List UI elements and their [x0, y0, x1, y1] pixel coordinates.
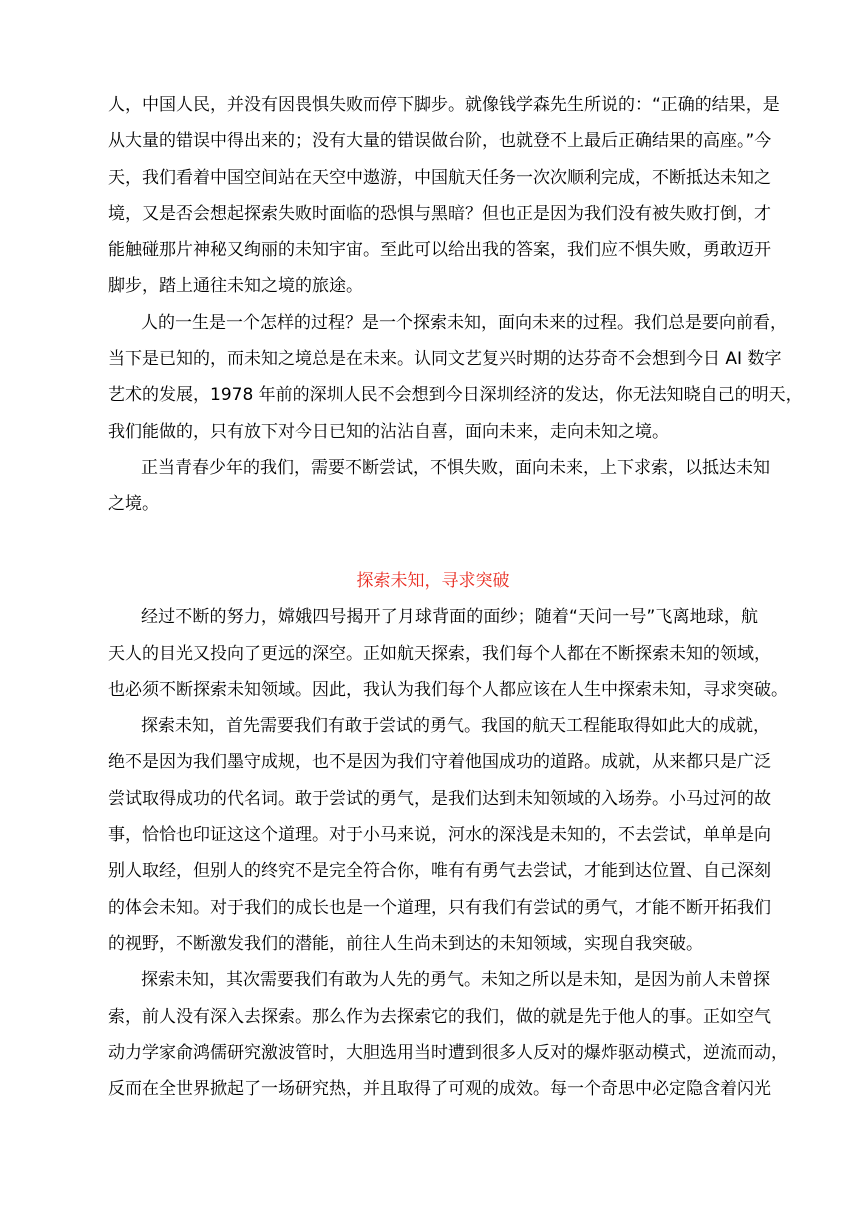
paragraph-line: 尝试取得成功的代名词。敢于尝试的勇气，是我们达到未知领域的入场券。小马过河的故	[108, 788, 771, 809]
paragraph-line: 正当青春少年的我们，需要不断尝试，不惧失败，面向未来，上下求索，以抵达未知	[141, 457, 770, 478]
paragraph-line: 天，我们看着中国空间站在天空中遨游，中国航天任务一次次顺利完成，不断抵达未知之	[108, 167, 771, 188]
paragraph-line: 从大量的错误中得出来的；没有大量的错误做台阶，也就登不上最后正确结果的高座。”今	[108, 131, 772, 152]
paragraph-line: 天人的目光又投向了更远的深空。正如航天探索，我们每个人都在不断探索未知的领域，	[108, 643, 771, 664]
paragraph-line: 当下是已知的，而未知之境总是在未来。认同文艺复兴时期的达芬奇不会想到今日 AI 数字	[108, 349, 782, 370]
paragraph-line: 能触碰那片神秘又绚丽的未知宇宙。至此可以给出我的答案，我们应不惧失败，勇敢迈开	[108, 240, 771, 261]
paragraph-line: 反而在全世界掀起了一场研究热，并且取得了可观的成效。每一个奇思中必定隐含着闪光	[108, 1079, 771, 1100]
paragraph-line: 人，中国人民，并没有因畏惧失败而停下脚步。就像钱学森先生所说的：“正确的结果，是	[108, 95, 780, 115]
paragraph-line: 的体会未知。对于我们的成长也是一个道理，只有我们有尝试的勇气，才能不断开拓我们	[108, 897, 771, 918]
paragraph-line: 人的一生是一个怎样的过程？是一个探索未知，面向未来的过程。我们总是要向前看，	[141, 312, 787, 333]
section-heading: 探索未知，寻求突破	[356, 571, 510, 591]
essay-part-two	[108, 563, 788, 1107]
paragraph-line: 的视野，不断激发我们的潜能，前往人生尚未到达的未知领域，实现自我突破。	[108, 933, 703, 954]
paragraph-line: 经过不断的努力，嫦娥四号揭开了月球背面的面纱；随着“天问一号”飞离地球，航	[141, 607, 758, 628]
paragraph-line: 索，前人没有深入去探索。那么作为去探索它的我们，做的就是先于他人的事。正如空气	[108, 1006, 771, 1027]
paragraph-line: 探索未知，首先需要我们有敢于尝试的勇气。我国的航天工程能取得如此大的成就，	[141, 716, 770, 737]
paragraph-line: 境，又是否会想起探索失败时面临的恐惧与黑暗？但也正是因为我们没有被失败打倒，才	[108, 203, 771, 224]
paragraph-line: 艺术的发展，1978 年前的深圳人民不会想到今日深圳经济的发达，你无法知晓自己的明天，	[108, 385, 803, 406]
paragraph-line: 动力学家俞鸿儒研究激波管时，大胆选用当时遭到很多人反对的爆炸驱动模式，逆流而动，	[108, 1042, 788, 1063]
paragraph-line: 探索未知，其次需要我们有敢为人先的勇气。未知之所以是未知，是因为前人未曾探	[141, 970, 770, 991]
paragraph-line: 之境。	[108, 494, 159, 515]
paragraph-line: 我们能做的，只有放下对今日已知的沾沾自喜，面向未来，走向未知之境。	[108, 421, 669, 442]
paragraph-line: 也必须不断探索未知领域。因此，我认为我们每个人都应该在人生中探索未知，寻求突破。	[108, 679, 788, 700]
essay-part-one	[108, 87, 803, 523]
paragraph-line: 别人取经，但别人的终究不是完全符合你，唯有有勇气去尝试，才能到达位置、自己深刻	[108, 861, 771, 882]
paragraph-line: 脚步，踏上通往未知之境的旅途。	[108, 276, 363, 297]
paragraph-line: 事，恰恰也印证这这个道理。对于小马来说，河水的深浅是未知的，不去尝试，单单是向	[108, 825, 771, 846]
paragraph-line: 绝不是因为我们墨守成规，也不是因为我们守着他国成功的道路。成就，从来都只是广泛	[108, 752, 771, 773]
